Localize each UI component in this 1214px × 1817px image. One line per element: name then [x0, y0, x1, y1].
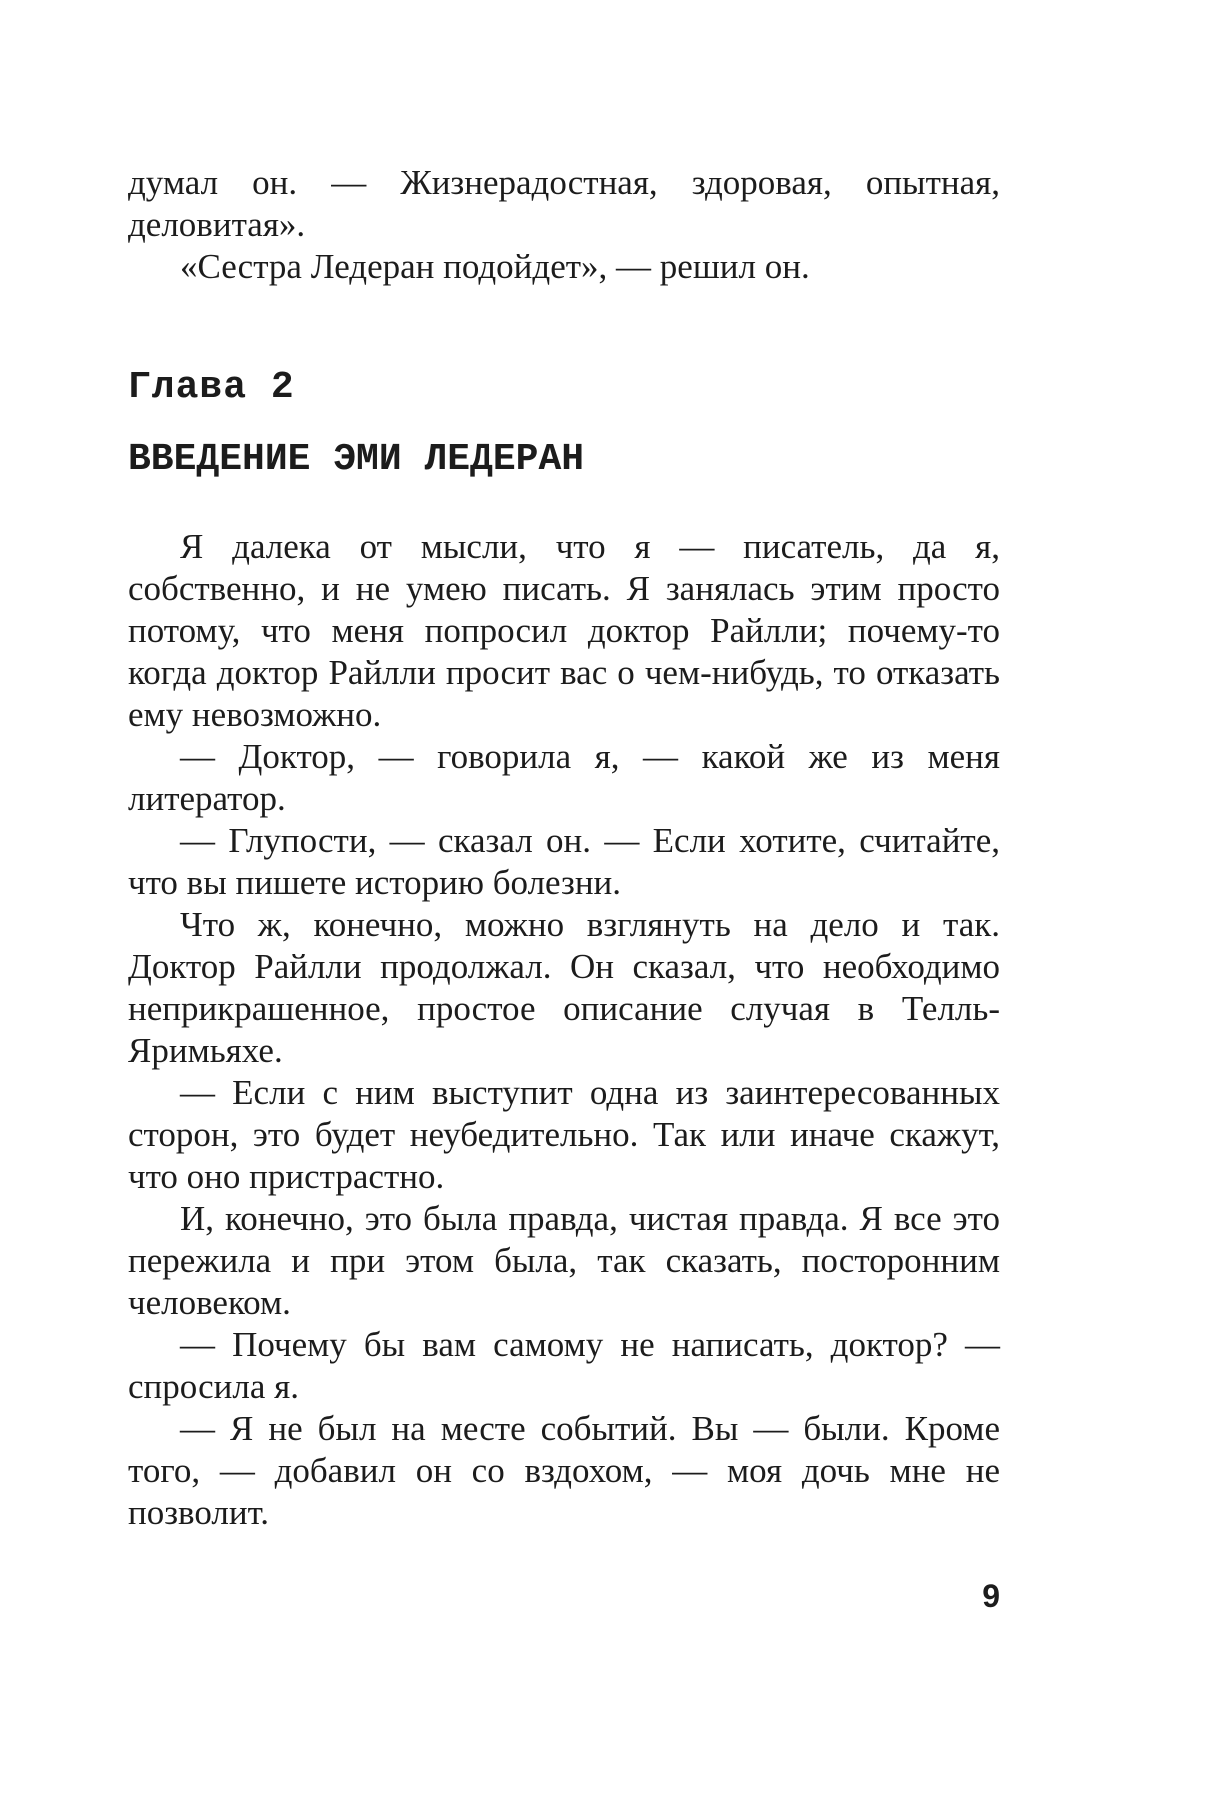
paragraph: — Я не был на месте событий. Вы — были. Кроме того, — добавил он со вздохом, — моя дочь мне не позволит. — [128, 1409, 1000, 1532]
continuation-text — [128, 162, 1000, 288]
paragraph: думал он. — Жизнерадостная, здоровая, опытная, деловитая». — [128, 163, 1000, 244]
chapter-label: Глава 2 — [128, 366, 295, 409]
paragraph: «Сестра Ледеран подойдет», — решил он. — [180, 247, 810, 286]
chapter-title: ВВЕДЕНИЕ ЭМИ ЛЕДЕРАН — [128, 438, 585, 481]
paragraph: Я далека от мысли, что я — писатель, да я, собственно, и не умею писать. Я занялась этим просто потому, что меня попросил доктор Райлли; почему-то когда доктор Райлли просит вас о чем-нибудь, то отказать ему невозможно. — [128, 527, 1000, 734]
paragraph: — Доктор, — говорила я, — какой же из меня литератор. — [128, 737, 1000, 818]
paragraph: Что ж, конечно, можно взглянуть на дело и так. Доктор Райлли продолжал. Он сказал, что необходимо неприкрашенное, простое описание случая в Телль-Яримьяхе. — [128, 905, 1000, 1070]
page-number: 9 — [982, 1578, 1000, 1614]
paragraph: И, конечно, это была правда, чистая правда. Я все это пережила и при этом была, так сказать, посторонним человеком. — [128, 1199, 1000, 1322]
chapter-body — [128, 526, 1000, 1534]
paragraph: — Глупости, — сказал он. — Если хотите, считайте, что вы пишете историю болезни. — [128, 821, 1000, 902]
paragraph: — Если с ним выступит одна из заинтересованных сторон, это будет неубедительно. Так или иначе скажут, что оно пристрастно. — [128, 1073, 1000, 1196]
paragraph: — Почему бы вам самому не написать, доктор? — спросила я. — [128, 1325, 1000, 1406]
